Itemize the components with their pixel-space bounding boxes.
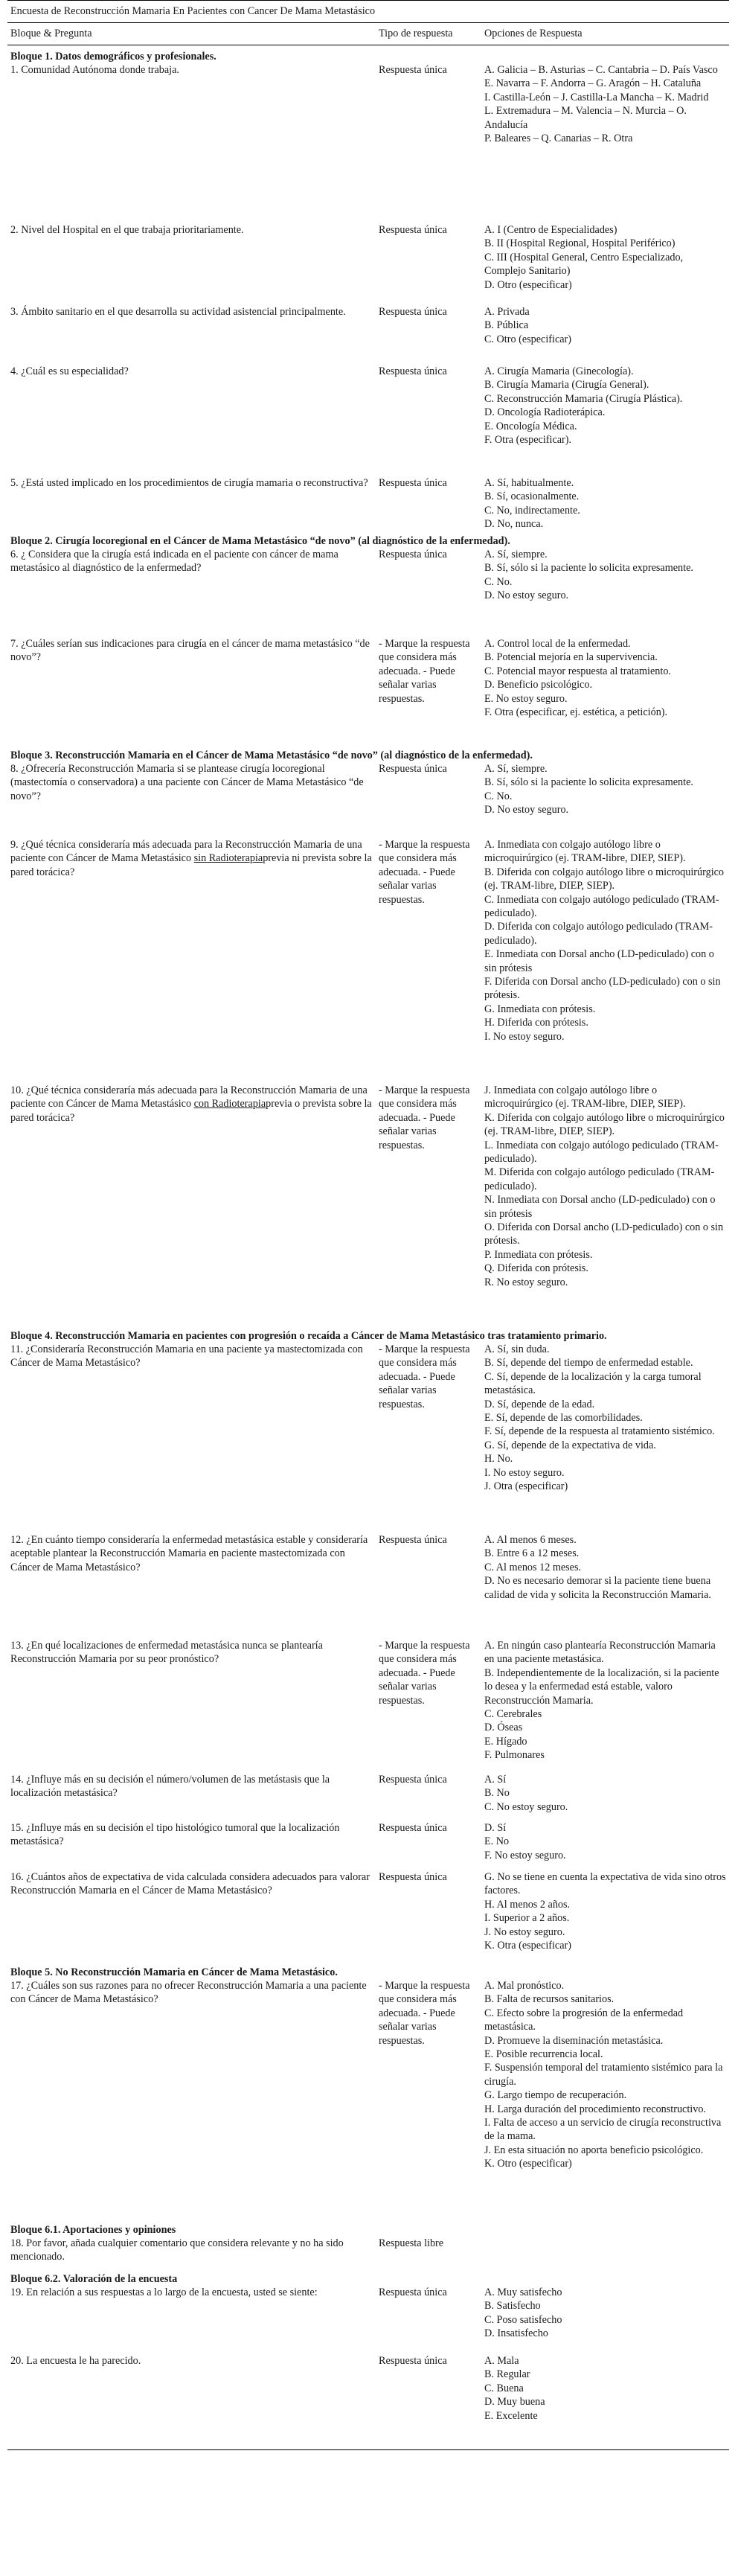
answer-option: N. Inmediata con Dorsal ancho (LD-pediculado) con o sin prótesis: [484, 1194, 716, 1220]
question-text-part: previa ni prevista sobre la pared torácica?: [10, 852, 372, 878]
question-row: [7, 2237, 729, 2272]
answer-type: Respuesta única: [379, 224, 447, 236]
answer-option: C. Efecto sobre la progresión de la enfermedad metastásica.: [484, 2007, 684, 2033]
question-text: 15. ¿Influye más en su decisión el tipo histológico tumoral que la localización metastásica?: [10, 1822, 340, 1848]
question-text: [7, 838, 376, 1084]
answer-option: P. Inmediata con prótesis.: [484, 1248, 593, 1261]
answer-option: D. No es necesario demorar si la paciente tiene buena calidad de vida y solicita la Reconstrucción Mamaria.: [484, 1575, 711, 1601]
answer-type: Respuesta única: [379, 2355, 447, 2367]
answer-option: B. Diferida con colgajo autólogo libre o microquirúrgico (ej. TRAM-libre, DIEP, SIEP).: [484, 866, 725, 892]
question-text: 20. La encuesta le ha parecido.: [10, 2355, 141, 2367]
answer-option: D. Muy buena: [484, 2396, 545, 2409]
answer-option: E. Excelente: [484, 2409, 538, 2422]
answer-option: F. Sí, depende de la respuesta al tratamiento sistémico.: [484, 1425, 715, 1438]
answer-type: Respuesta única: [379, 2286, 447, 2298]
answer-options: [481, 305, 729, 365]
question-row: [7, 1979, 729, 2223]
answer-option: K. Otra (especificar): [484, 1940, 571, 1952]
question-row: [7, 63, 729, 223]
answer-options: [481, 2237, 729, 2272]
question-row: [7, 1870, 729, 1966]
answer-option: J. Otra (especificar): [484, 1480, 568, 1493]
answer-type: - Marque la respuesta que considera más adecuada. - Puede señalar varias respuestas.: [379, 1640, 470, 1707]
question-text: 17. ¿Cuáles son sus razones para no ofrecer Reconstrucción Mamaria a una paciente con Cáncer de Mama Metastásico?: [10, 1980, 367, 2006]
answer-options: [481, 223, 729, 305]
answer-type: Respuesta única: [379, 365, 447, 377]
question-row: [7, 1533, 729, 1639]
answer-option: I. Falta de acceso a un servicio de cirugía reconstructiva de la mama.: [484, 2117, 722, 2143]
question-row: [7, 1773, 729, 1821]
question-text: 4. ¿Cuál es su especialidad?: [10, 365, 129, 377]
answer-option: K. Otro (especificar): [484, 2158, 572, 2170]
answer-option: J. No estoy seguro.: [484, 1925, 565, 1938]
answer-options: [481, 1870, 729, 1966]
answer-option: E. Sí, depende de las comorbilidades.: [484, 1412, 643, 1425]
answer-option: E. Inmediata con Dorsal ancho (LD-pediculado) con o sin prótesis: [484, 948, 714, 974]
answer-type: Respuesta única: [379, 1534, 447, 1546]
answer-option: F. Diferida con Dorsal ancho (LD-pediculado) con o sin prótesis.: [484, 976, 721, 1002]
answer-option: J. En esta situación no aporta beneficio psicológico.: [484, 2144, 704, 2156]
answer-option: D. Óseas: [484, 1722, 523, 1734]
answer-type: Respuesta única: [379, 763, 447, 775]
question-text-part: previa o prevista sobre la pared torácica?: [10, 1098, 372, 1124]
answer-options: [481, 1084, 729, 1329]
question-text-underlined: con Radioterapia: [193, 1098, 266, 1110]
answer-options: [481, 548, 729, 637]
question-text-part: 10. ¿Qué técnica consideraría más adecuada para la Reconstrucción Mamaria de una paciente con Cáncer de Mama Metastásico: [10, 1084, 368, 1110]
answer-option: B. Sí, ocasionalmente.: [484, 490, 580, 503]
answer-type: Respuesta única: [379, 1774, 447, 1786]
answer-option: E. Oncología Médica.: [484, 420, 577, 432]
table-title: Encuesta de Reconstrucción Mamaria En Pacientes con Cancer De Mama Metastásico: [7, 0, 729, 22]
answer-option: A. Inmediata con colgajo autólogo libre o microquirúrgico (ej. TRAM-libre, DIEP, SIEP).: [484, 839, 686, 865]
answer-type: - Marque la respuesta que considera más adecuada. - Puede señalar varias respuestas.: [379, 1343, 470, 1410]
answer-option: H. Diferida con prótesis.: [484, 1017, 588, 1029]
answer-option: M. Diferida con colgajo autólogo pediculado (TRAM-pediculado).: [484, 1166, 715, 1192]
answer-option: R. No estoy seguro.: [484, 1276, 568, 1288]
answer-option: B. No: [484, 1787, 510, 1800]
answer-option: I. Superior a 2 años.: [484, 1912, 570, 1925]
answer-type: - Marque la respuesta que considera más adecuada. - Puede señalar varias respuestas.: [379, 1980, 470, 2047]
question-text: 7. ¿Cuáles serían sus indicaciones para cirugía en el cáncer de mama metastásico “de novo”?: [10, 638, 370, 664]
answer-option: H. No.: [484, 1453, 513, 1466]
answer-option: D. Sí, depende de la edad.: [484, 1398, 595, 1410]
answer-option: L. Extremadura – M. Valencia – N. Murcia – O. Andalucía: [484, 105, 687, 131]
answer-type: Respuesta única: [379, 1871, 447, 1883]
block-5-title: Bloque 5. No Reconstrucción Mamaria en Cáncer de Mama Metastásico.: [10, 1966, 338, 1978]
answer-options: [481, 365, 729, 476]
answer-option: A. Sí: [484, 1774, 507, 1786]
answer-option: E. Posible recurrencia local.: [484, 2048, 603, 2061]
answer-options: [481, 1821, 729, 1870]
question-row: [7, 1639, 729, 1773]
answer-option: J. Inmediata con colgajo autólogo libre o microquirúrgico (ej. TRAM-libre, DIEP, SIEP).: [484, 1084, 686, 1110]
question-row: [7, 1343, 729, 1533]
header-question: Bloque & Pregunta: [10, 28, 92, 39]
question-text-part: 9. ¿Qué técnica consideraría más adecuada para la Reconstrucción Mamaria de una paciente con Cáncer de Mama Metastásico: [10, 839, 362, 865]
answer-options: [481, 63, 729, 223]
answer-option: B. Cirugía Mamaria (Cirugía General).: [484, 379, 649, 391]
question-text: 2. Nivel del Hospital en el que trabaja prioritariamente.: [10, 224, 244, 236]
question-row: [7, 476, 729, 534]
question-row: [7, 365, 729, 476]
answer-option: C. Otro (especificar): [484, 333, 571, 345]
answer-option: D. Oncología Radioterápica.: [484, 406, 606, 419]
question-row: [7, 1084, 729, 1329]
answer-option: A. Sí, siempre.: [484, 763, 548, 775]
answer-option: Q. Diferida con prótesis.: [484, 1262, 588, 1275]
table-bottom-rule: [7, 2449, 729, 2450]
answer-option: B. Sí, sólo si la paciente lo solicita expresamente.: [484, 776, 693, 789]
answer-option: A. En ningún caso plantearía Reconstrucción Mamaria en una paciente metastásica.: [484, 1640, 716, 1666]
block-4-title: Bloque 4. Reconstrucción Mamaria en pacientes con progresión o recaída a Cáncer de Mama Metastásico tras tratamiento primario.: [10, 1330, 607, 1342]
answer-options: [481, 1773, 729, 1821]
question-row: [7, 637, 729, 749]
block-62-title: Bloque 6.2. Valoración de la encuesta: [10, 2273, 178, 2285]
answer-option: G. Largo tiempo de recuperación.: [484, 2089, 627, 2102]
question-text: 1. Comunidad Autónoma donde trabaja.: [10, 64, 179, 76]
answer-option: A. Mala: [484, 2355, 519, 2367]
answer-option: A. Mal pronóstico.: [484, 1980, 565, 1992]
question-text: 8. ¿Ofrecería Reconstrucción Mamaria si se plantease cirugía locoregional (mastectomía o conservadora) a una paciente con Cáncer de Mama Metastásico “de novo”?: [10, 763, 364, 802]
answer-option: C. No.: [484, 790, 513, 802]
answer-option: D. No estoy seguro.: [484, 804, 569, 816]
answer-option: C. No estoy seguro.: [484, 1800, 568, 1813]
answer-option: O. Diferida con Dorsal ancho (LD-pediculado) con o sin prótesis.: [484, 1221, 724, 1247]
answer-option: B. Independientemente de la localización, si la paciente lo desea y la enfermedad está estable, valoro Reconstrucción Mamaria.: [484, 1666, 719, 1707]
answer-option: C. Sí, depende de la localización y la carga tumoral metastásica.: [484, 1370, 702, 1397]
answer-option: C. Al menos 12 meses.: [484, 1561, 582, 1573]
answer-type: Respuesta única: [379, 306, 447, 318]
question-text: 3. Ámbito sanitario en el que desarrolla su actividad asistencial principalmente.: [10, 306, 346, 318]
answer-options: [481, 1639, 729, 1773]
answer-option: E. Navarra – F. Andorra – G. Aragón – H. Cataluña: [484, 77, 702, 90]
answer-option: F. No estoy seguro.: [484, 1849, 566, 1861]
answer-option: A. I (Centro de Especialidades): [484, 224, 617, 236]
answer-option: F. Otra (especificar).: [484, 434, 572, 447]
answer-option: C. Inmediata con colgajo autólogo pediculado (TRAM-pediculado).: [484, 893, 719, 920]
answer-option: C. No, indirectamente.: [484, 504, 580, 517]
answer-option: B. Satisfecho: [484, 2300, 541, 2313]
answer-option: A. Sí, siempre.: [484, 549, 548, 560]
question-text: 18. Por favor, añada cualquier comentario que considera relevante y no ha sido mencionado.: [10, 2237, 344, 2263]
answer-options: [481, 838, 729, 1084]
block-2-title: Bloque 2. Cirugía locoregional en el Cáncer de Mama Metastásico “de novo” (al diagnóstico de la enfermedad).: [10, 535, 510, 547]
answer-option: F. Pulmonares: [484, 1749, 545, 1762]
question-text-underlined: sin Radioterapia: [193, 852, 263, 865]
question-row: [7, 223, 729, 305]
answer-option: D. Sí: [484, 1822, 507, 1834]
answer-option: E. No estoy seguro.: [484, 692, 568, 705]
question-text: 6. ¿ Considera que la cirugía está indicada en el paciente con cáncer de mama metastásico al diagnóstico de la enfermedad?: [10, 549, 338, 575]
answer-option: C. Potencial mayor respuesta al tratamiento.: [484, 665, 671, 677]
answer-option: F. Suspensión temporal del tratamiento sistémico para la cirugía.: [484, 2062, 723, 2088]
answer-type: - Marque la respuesta que considera más adecuada. - Puede señalar varias respuestas.: [379, 1084, 470, 1151]
question-row: [7, 548, 729, 637]
answer-option: A. Sí, habitualmente.: [484, 477, 574, 489]
question-row: [7, 838, 729, 1084]
answer-option: H. Larga duración del procedimiento reconstructivo.: [484, 2103, 706, 2115]
answer-option: D. No estoy seguro.: [484, 589, 569, 602]
answer-options: [481, 476, 729, 534]
answer-options: [481, 1533, 729, 1639]
answer-type: Respuesta única: [379, 477, 447, 489]
question-row: [7, 1821, 729, 1870]
answer-option: B. Regular: [484, 2368, 530, 2381]
question-text: 12. ¿En cuánto tiempo consideraría la enfermedad metastásica estable y consideraría aceptable plantear la Reconstrucción Mamaria en paciente mastectomizada con Cáncer de Mama Metastásico?: [10, 1534, 368, 1573]
answer-option: P. Baleares – Q. Canarias – R. Otra: [484, 132, 633, 145]
answer-type: Respuesta única: [379, 64, 447, 76]
answer-option: D. Otro (especificar): [484, 278, 572, 291]
answer-option: D. No, nunca.: [484, 518, 544, 531]
answer-option: C. No.: [484, 575, 513, 588]
answer-option: I. Castilla-León – J. Castilla-La Mancha – K. Madrid: [484, 91, 709, 103]
answer-option: L. Inmediata con colgajo autólogo pediculado (TRAM-pediculado).: [484, 1139, 719, 1166]
survey-document: [7, 0, 729, 2450]
answer-option: B. Pública: [484, 319, 529, 332]
question-text: [7, 1084, 376, 1329]
answer-option: K. Diferida con colgajo autólogo libre o microquirúrgico (ej. TRAM-libre, DIEP, SIEP).: [484, 1111, 725, 1138]
answer-option: E. No: [484, 1835, 510, 1848]
answer-type: Respuesta única: [379, 549, 447, 560]
answer-option: A. Privada: [484, 306, 530, 318]
answer-type: Respuesta única: [379, 1822, 447, 1834]
question-text: 16. ¿Cuántos años de expectativa de vida calculada considera adecuados para valorar Reconstrucción Mamaria en el Cáncer de Mama Metastásico?: [10, 1871, 370, 1897]
answer-type: - Marque la respuesta que considera más adecuada. - Puede señalar varias respuestas.: [379, 839, 470, 906]
answer-option: C. Reconstrucción Mamaria (Cirugía Plástica).: [484, 392, 683, 405]
answer-option: A. Cirugía Mamaria (Ginecología).: [484, 365, 634, 377]
question-text: 19. En relación a sus respuestas a lo largo de la encuesta, usted se siente:: [10, 2286, 318, 2298]
question-row: [7, 305, 729, 365]
answer-option: F. Otra (especificar, ej. estética, a petición).: [484, 706, 668, 719]
answer-options: [481, 1979, 729, 2223]
header-options: Opciones de Respuesta: [484, 28, 583, 39]
answer-option: C. Buena: [484, 2382, 524, 2394]
answer-option: B. Sí, sólo si la paciente lo solicita expresamente.: [484, 562, 693, 575]
answer-option: B. Falta de recursos sanitarios.: [484, 1993, 615, 2006]
question-text: 14. ¿Influye más en su decisión el número/volumen de las metástasis que la localización metastásica?: [10, 1774, 330, 1800]
answer-option: D. Diferida con colgajo autólogo pediculado (TRAM-pediculado).: [484, 921, 713, 947]
answer-option: A. Control local de la enfermedad.: [484, 638, 631, 650]
answer-option: B. Potencial mejoría en la supervivencia.: [484, 651, 658, 664]
answer-options: [481, 1343, 729, 1533]
answer-option: I. No estoy seguro.: [484, 1030, 565, 1043]
question-row: [7, 2354, 729, 2444]
answer-option: B. II (Hospital Regional, Hospital Periférico): [484, 237, 676, 250]
question-text: 13. ¿En qué localizaciones de enfermedad metastásica nunca se plantearía Reconstrucción Mamaria por su peor pronóstico?: [10, 1640, 323, 1666]
question-text: 11. ¿Consideraría Reconstrucción Mamaria en una paciente ya mastectomizada con Cáncer de Mama Metastásico?: [10, 1343, 363, 1370]
answer-option: C. Poso satisfecho: [484, 2313, 562, 2326]
question-row: [7, 2286, 729, 2354]
answer-option: G. Sí, depende de la expectativa de vida.: [484, 1439, 656, 1451]
header-type: Tipo de respuesta: [379, 28, 453, 39]
answer-option: G. Inmediata con prótesis.: [484, 1003, 596, 1015]
block-1-title: Bloque 1. Datos demográficos y profesionales.: [10, 51, 216, 63]
answer-option: C. Cerebrales: [484, 1708, 542, 1721]
answer-type: - Marque la respuesta que considera más adecuada. - Puede señalar varias respuestas.: [379, 638, 470, 705]
answer-option: A. Al menos 6 meses.: [484, 1534, 577, 1546]
answer-option: A. Galicia – B. Asturias – C. Cantabria – D. País Vasco: [484, 64, 718, 76]
answer-options: [481, 2286, 729, 2354]
answer-option: A. Muy satisfecho: [484, 2286, 562, 2298]
answer-option: E. Hígado: [484, 1735, 527, 1748]
answer-options: [481, 2354, 729, 2444]
answer-options: [481, 762, 729, 838]
answer-option: H. Al menos 2 años.: [484, 1898, 571, 1911]
question-text: 5. ¿Está usted implicado en los procedimientos de cirugía mamaria o reconstructiva?: [10, 477, 368, 489]
answer-option: A. Sí, sin duda.: [484, 1343, 550, 1355]
answer-type: Respuesta libre: [379, 2237, 444, 2249]
answer-option: I. No estoy seguro.: [484, 1466, 565, 1479]
table-header: [7, 22, 729, 45]
block-3-title: Bloque 3. Reconstrucción Mamaria en el Cáncer de Mama Metastásico “de novo” (al diagnóstico de la enfermedad).: [10, 750, 533, 761]
answer-option: B. Sí, depende del tiempo de enfermedad estable.: [484, 1357, 693, 1370]
answer-option: D. Insatisfecho: [484, 2327, 548, 2340]
answer-option: C. III (Hospital General, Centro Especializado, Complejo Sanitario): [484, 251, 684, 278]
question-row: [7, 762, 729, 838]
answer-options: [481, 637, 729, 749]
block-61-title: Bloque 6.1. Aportaciones y opiniones: [10, 2224, 176, 2236]
answer-option: B. Entre 6 a 12 meses.: [484, 1547, 580, 1560]
answer-option: G. No se tiene en cuenta la expectativa de vida sino otros factores.: [484, 1871, 726, 1897]
answer-option: D. Promueve la diseminación metastásica.: [484, 2034, 664, 2047]
answer-option: D. Beneficio psicológico.: [484, 679, 592, 691]
